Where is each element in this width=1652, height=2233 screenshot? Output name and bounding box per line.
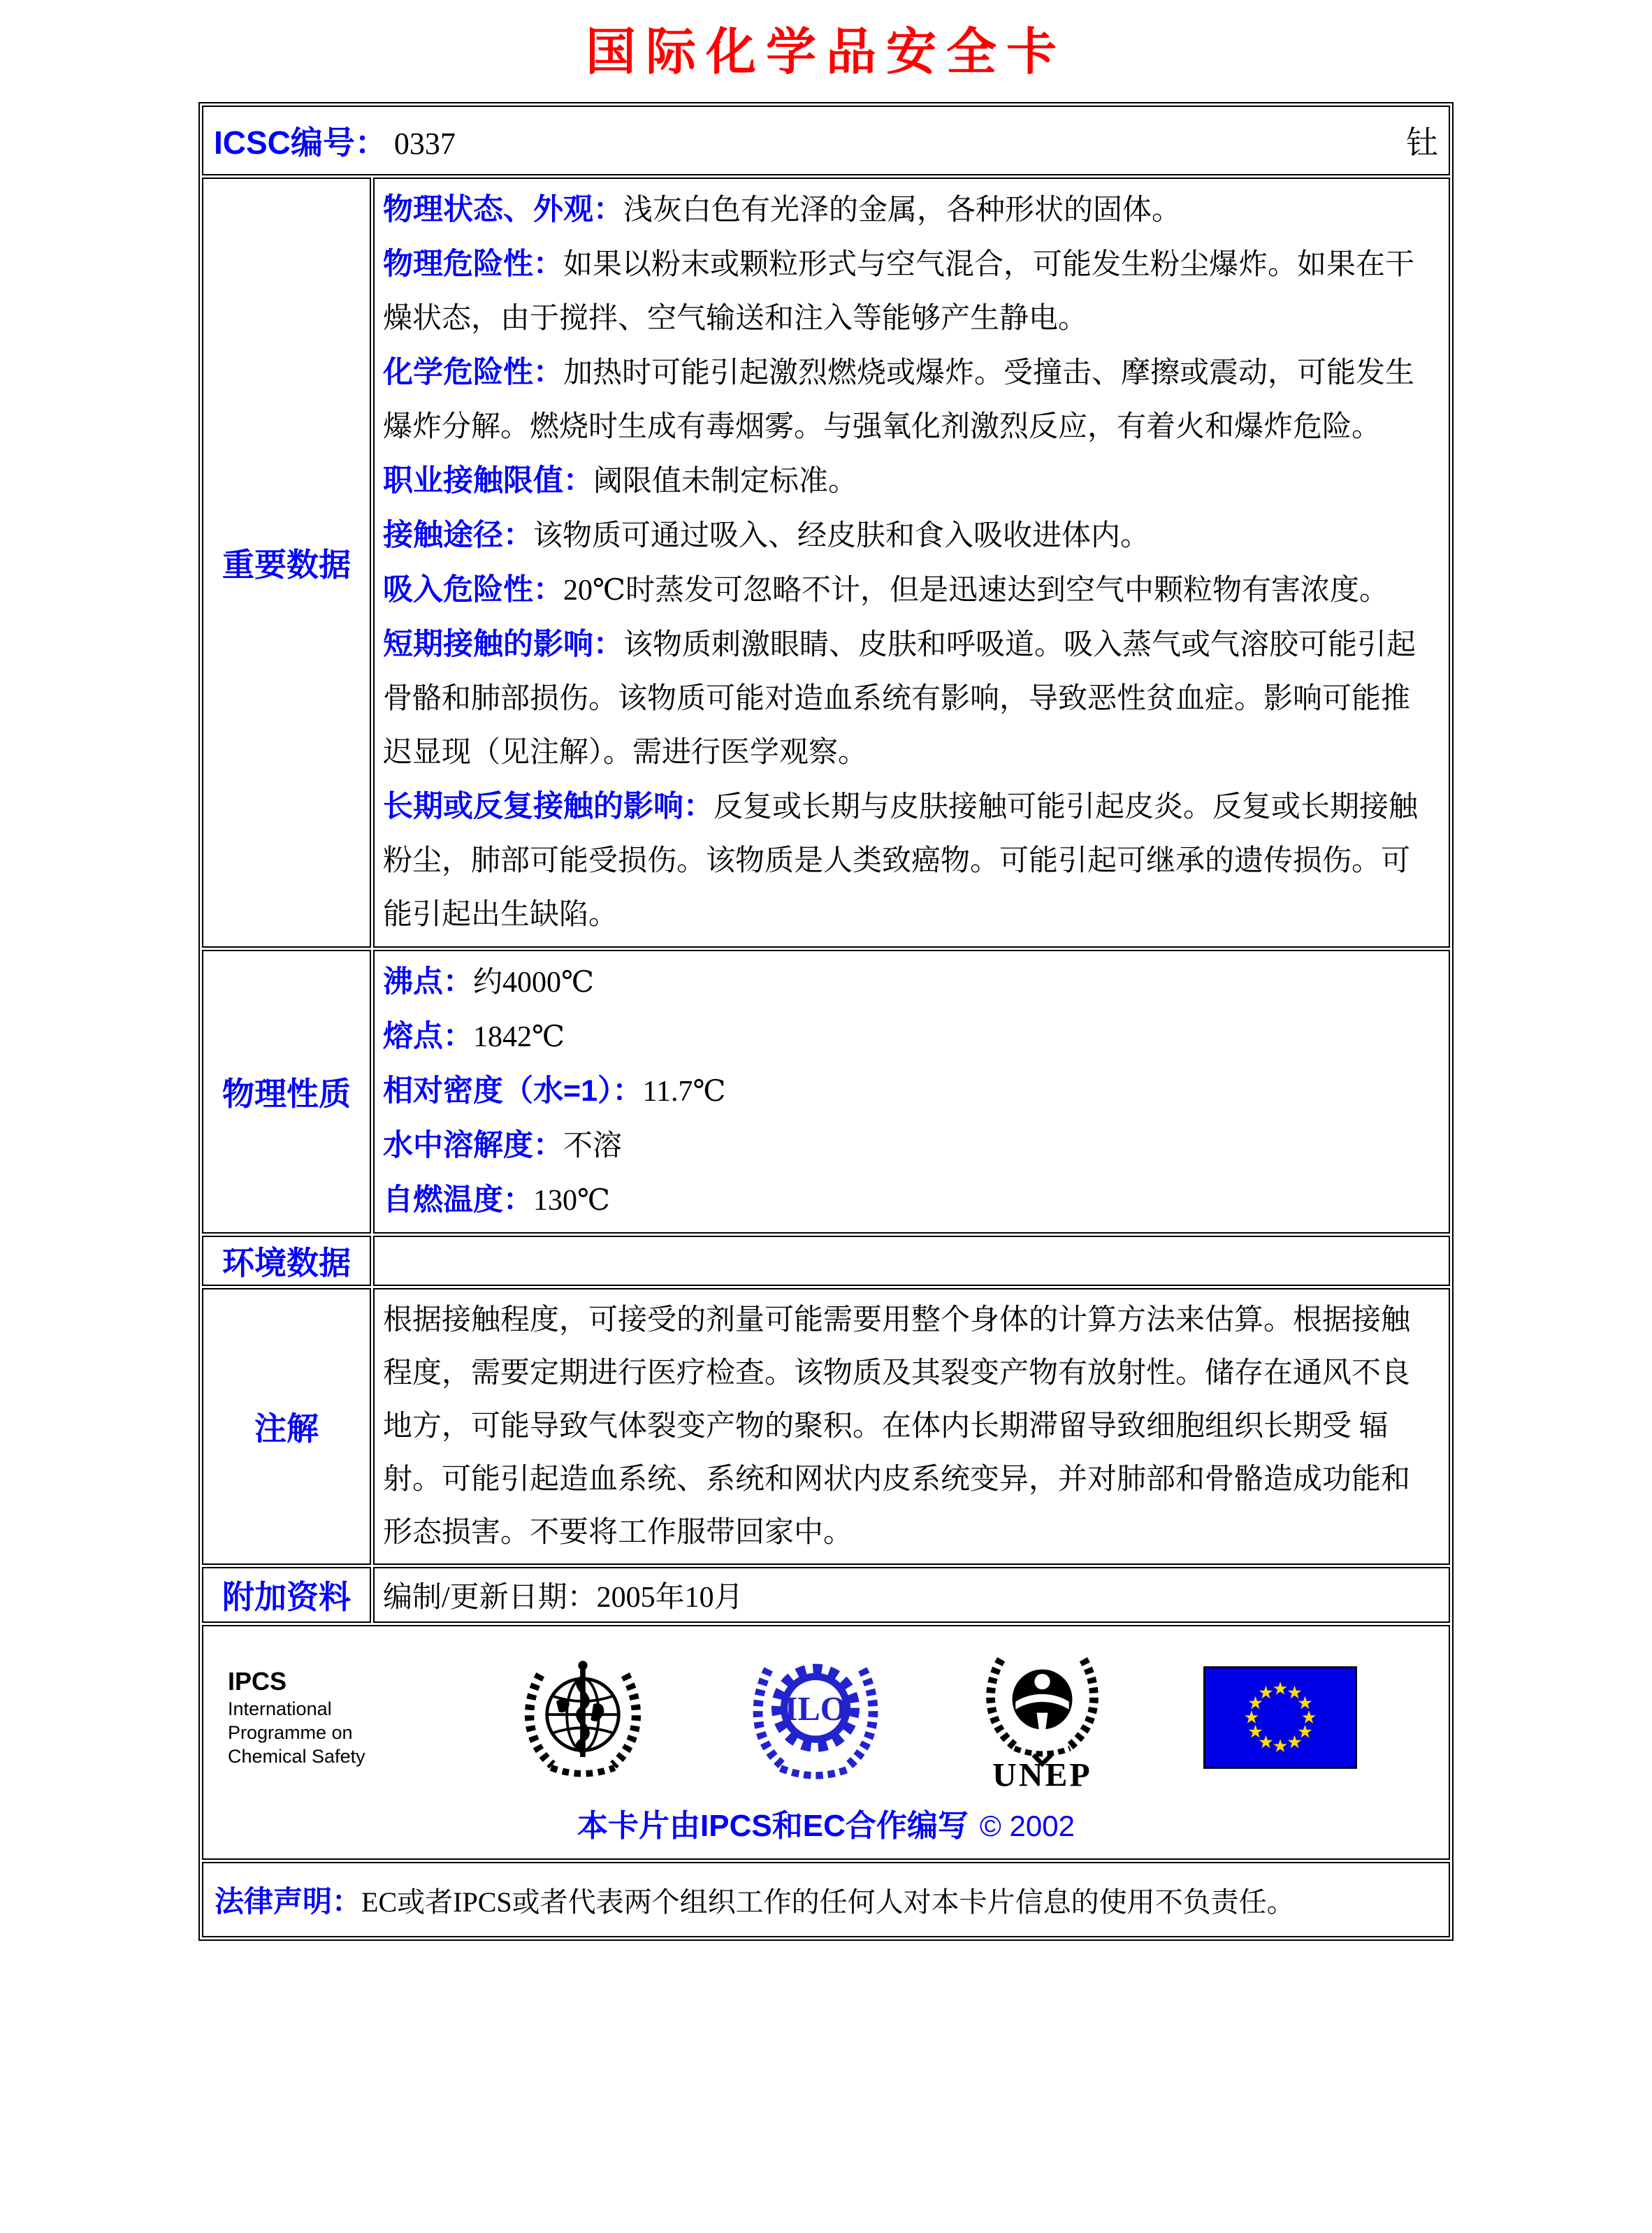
- entry: [383, 955, 1421, 1010]
- entry-key: 沸点：: [383, 965, 473, 999]
- section-content-additional-info: [373, 1567, 1450, 1623]
- entry-text: 不溶: [563, 1130, 623, 1162]
- section-row-physical-properties: [202, 950, 1450, 1234]
- entry-key: 物理状态、外观：: [383, 193, 623, 226]
- ipcs-block: [228, 1666, 416, 1768]
- section-label-physical-properties: 物理性质: [202, 950, 371, 1234]
- ipcs-subtitle-line3: Chemical Safety: [228, 1746, 365, 1767]
- legal-cell: [202, 1862, 1450, 1937]
- section-content-environmental-data: [373, 1236, 1450, 1286]
- entry: [383, 1119, 1421, 1173]
- section-content-notes: [373, 1288, 1450, 1565]
- entry-key: 短期接触的影响：: [383, 628, 623, 661]
- entry-text: 11.7℃: [642, 1076, 726, 1108]
- entry-key: 水中溶解度：: [383, 1129, 563, 1162]
- entry-text: 该物质可通过吸入、经皮肤和食入吸收进体内。: [533, 520, 1150, 552]
- entry: [383, 1064, 1421, 1119]
- entry-key: 相对密度（水=1）：: [383, 1074, 643, 1108]
- legal-row: [202, 1862, 1450, 1937]
- section-label-environmental-data: 环境数据: [202, 1236, 371, 1286]
- eu-flag-icon: [1203, 1666, 1357, 1769]
- entry: [383, 618, 1421, 780]
- section-row-notes: [202, 1288, 1450, 1565]
- entry-key: 物理危险性：: [383, 247, 563, 281]
- footer-logos-row: [202, 1625, 1450, 1860]
- ipcs-subtitle-line1: International: [228, 1698, 332, 1719]
- entry-key: 自燃温度：: [383, 1183, 533, 1217]
- entry: [383, 509, 1421, 563]
- entry: [383, 1010, 1421, 1064]
- entry-text: 约4000℃: [473, 967, 594, 999]
- section-label-notes: 注解: [202, 1288, 371, 1565]
- entry: [383, 346, 1421, 454]
- section-content-important-data: [373, 178, 1450, 948]
- icsc-header-cell: [202, 106, 1450, 175]
- ilo-monogram-text: ILO: [784, 1690, 846, 1728]
- entry-text: 反复或长期与皮肤接触可能引起皮炎。反复或长期接触粉尘，肺部可能受损伤。该物质是人类致癌物。可能引起可继承的遗传损伤。可能引起出生缺陷。: [383, 791, 1419, 931]
- substance-name: 钍: [1406, 125, 1438, 161]
- section-content-physical-properties: [373, 950, 1450, 1234]
- ipcs-acronym: IPCS: [228, 1667, 287, 1696]
- ipcs-subtitle-line2: Programme on: [228, 1722, 353, 1743]
- entry-text: 如果以粉末或颗粒形式与空气混合，可能发生粉尘爆炸。如果在干燥状态，由于搅拌、空气输送和注入等能够产生静电。: [383, 249, 1415, 335]
- entry-text: 该物质刺激眼睛、皮肤和呼吸道。吸入蒸气或气溶胶可能引起骨骼和肺部损伤。该物质可能对造血系统有影响，导致恶性贫血症。影响可能推迟显现（见注解）。需进行医学观察。: [383, 629, 1416, 769]
- entry-key: 职业接触限值：: [383, 464, 593, 498]
- entry: [383, 1173, 1421, 1228]
- section-row-important-data: [202, 178, 1450, 948]
- unep-logo-icon: [981, 1644, 1103, 1791]
- entry-key: 接触途径：: [383, 519, 533, 552]
- entry: [383, 183, 1421, 238]
- page-title: 国际化学品安全卡: [585, 24, 1066, 80]
- icsc-number-group: [214, 117, 456, 164]
- entry-key: 熔点：: [383, 1020, 473, 1053]
- entry: [383, 780, 1421, 942]
- entry-text: 130℃: [533, 1185, 610, 1217]
- section-label-important-data: 重要数据: [202, 178, 371, 948]
- credit-text: 本卡片由IPCS和EC合作编写: [577, 1809, 969, 1843]
- entry-text: 加热时可能引起激烈燃烧或爆炸。受撞击、摩擦或震动，可能发生爆炸分解。燃烧时生成有毒烟雾。与强氧化剂激烈反应，有着火和爆炸危险。: [383, 357, 1415, 443]
- entry: [383, 454, 1421, 509]
- entry-key: 长期或反复接触的影响：: [383, 790, 713, 823]
- update-date-key: 编制/更新日期：: [383, 1582, 597, 1614]
- section-row-additional-info: [202, 1567, 1450, 1623]
- who-logo-icon: [516, 1651, 649, 1784]
- entry-text: 20℃时蒸发可忽略不计，但是迅速达到空气中颗粒物有害浓度。: [563, 574, 1389, 607]
- entry-text: 浅灰白色有光泽的金属，各种形状的固体。: [623, 194, 1182, 226]
- legal-text: EC或者IPCS或者代表两个组织工作的任何人对本卡片信息的使用不负责任。: [361, 1886, 1295, 1918]
- entry-text: 阈限值未制定标准。: [593, 465, 858, 498]
- unep-label-text: UNEP: [992, 1756, 1093, 1791]
- icsc-card-table: [198, 102, 1454, 1941]
- copyright-text: © 2002: [979, 1809, 1075, 1842]
- footer-logos-cell: [202, 1625, 1450, 1860]
- credit-line: [204, 1800, 1448, 1845]
- entry: [383, 238, 1421, 346]
- note-text: 根据接触程度，可接受的剂量可能需要用整个身体的计算方法来估算。根据接触程度，需要定期进行医疗检查。该物质及其裂变产物有放射性。储存在通风不良地方，可能导致气体裂变产物的聚积。在体内长期滞留导致细胞组织长期受 辐射。可能引起造血系统、系统和网状内皮系统变异，并对肺部和骨骼造成功能和形态损害。不要将工作服带回家中。: [383, 1304, 1411, 1549]
- header-row: [202, 106, 1450, 175]
- entry: [383, 563, 1421, 618]
- icsc-number: 0337: [393, 127, 456, 161]
- legal-label: 法律声明：: [215, 1885, 362, 1918]
- update-date-value: 2005年10月: [596, 1582, 744, 1614]
- section-row-environmental-data: [202, 1236, 1450, 1286]
- entry-key: 化学危险性：: [383, 356, 563, 389]
- icsc-label: ICSC编号：: [214, 124, 387, 161]
- entry-key: 吸入危险性：: [383, 573, 563, 607]
- entry-text: 1842℃: [473, 1021, 565, 1053]
- section-label-additional-info: 附加资料: [202, 1567, 371, 1623]
- ilo-logo-icon: [749, 1649, 882, 1786]
